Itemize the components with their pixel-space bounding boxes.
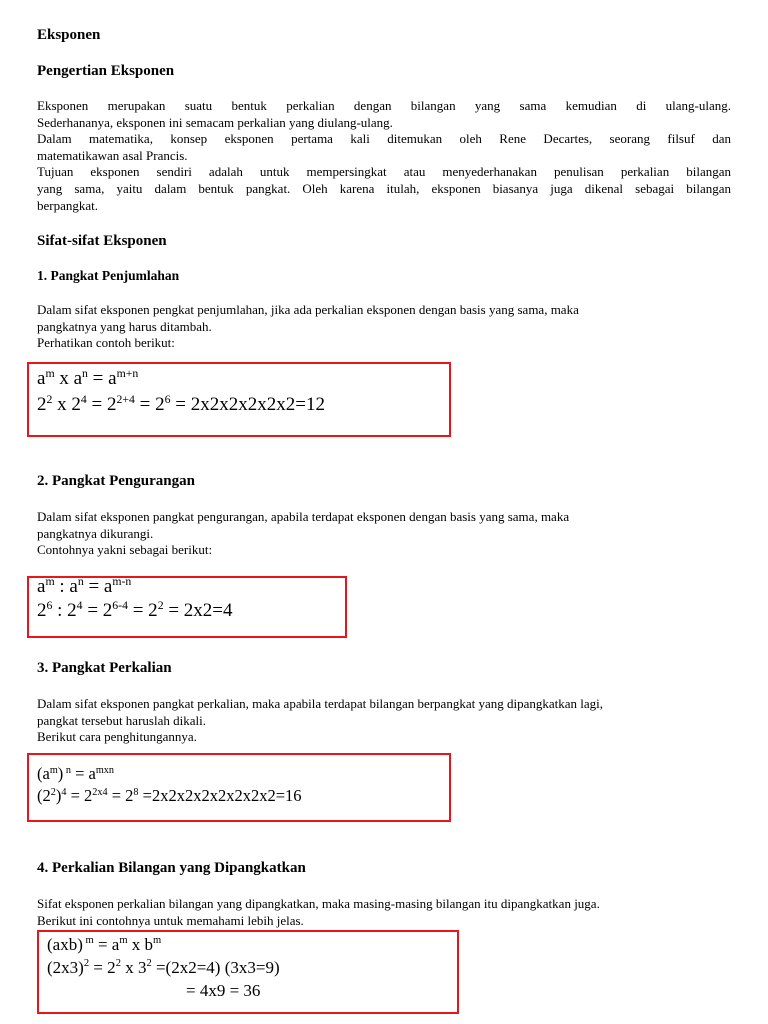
paragraph-rule-2	[37, 509, 731, 559]
paragraph-pengertian	[37, 98, 731, 214]
section-heading-pengertian: Pengertian Eksponen	[37, 63, 175, 79]
formula-general-2: $a^m$ : $a^n = a^{m-n}$	[37, 574, 132, 597]
paragraph-line: Dalam matematika, konsep eksponen pertama kali ditemukan oleh Rene Decartes, seorang filsuf dan	[37, 131, 731, 147]
paragraph-line: Eksponen merupakan suatu bentuk perkalian dengan bilangan yang sama kemudian di ulang-ulang.	[37, 98, 731, 113]
formula-example-1: $2^2$ x $2^4 = 2^{2+4} = 2^6 = 2x2x2x2x2x2=12$	[37, 392, 325, 415]
paragraph-line: Contohnya yakni sebagai berikut:	[37, 542, 213, 558]
paragraph-line: berpangkat.	[37, 197, 99, 213]
rule-heading-2: 2. Pangkat Pengurangan	[37, 473, 195, 489]
formula-general-3: $(a^m) ^n = a^{mxn}$	[37, 764, 115, 783]
document-title: Eksponen	[37, 27, 101, 43]
rule-heading-1: 1. Pangkat Penjumlahan	[37, 268, 180, 283]
formula-example-3: $(2^2)^4 = 2^{2x4} = 2^8 =2x2x2x2x2x2x2x2=16$	[37, 786, 302, 805]
paragraph-line: matematikawan asal Prancis.	[37, 147, 188, 163]
rule-heading-4: 4. Perkalian Bilangan yang Dipangkatkan	[37, 860, 306, 876]
formula-example-4: $(2x3)^2 = 2^2$ x $3^2 =(2x2=4)$ (3x3=9)	[47, 958, 280, 977]
paragraph-line: Dalam sifat eksponen pangkat pengurangan, apabila terdapat eksponen dengan basis yang sama, maka	[37, 509, 570, 524]
rule-heading-3: 3. Pangkat Perkalian	[37, 660, 172, 676]
paragraph-line: Berikut cara penghitungannya.	[37, 729, 197, 745]
paragraph-rule-1	[37, 302, 731, 352]
formula-result-4: = 4x9 = 36	[186, 981, 261, 1000]
paragraph-line: pangkatnya yang harus ditambah.	[37, 318, 212, 334]
section-heading-sifat: Sifat-sifat Eksponen	[37, 233, 167, 249]
paragraph-line: pangkatnya dikurangi.	[37, 525, 154, 541]
formula-general-1: $a^m$ x $a^n = a^{m+n}$	[37, 366, 139, 389]
paragraph-line: Berikut ini contohnya untuk memahami lebih jelas.	[37, 912, 304, 928]
formula-example-2: $2^6$ : $2^4 = 2^{6-4} = 2^2 = 2x2=4$	[37, 598, 233, 621]
paragraph-line: Dalam sifat eksponen pengkat penjumlahan, jika ada perkalian eksponen dengan basis yang sama, maka	[37, 302, 579, 317]
paragraph-line: Tujuan eksponen sendiri adalah untuk mempersingkat atau menyederhanakan penulisan perkalian bilangan	[37, 164, 731, 180]
paragraph-line: Dalam sifat eksponen pangkat perkalian, maka apabila terdapat bilangan berpangkat yang dipangkatkan lagi,	[37, 696, 604, 711]
paragraph-line: pangkat tersebut haruslah dikali.	[37, 712, 206, 728]
paragraph-rule-3	[37, 696, 731, 746]
paragraph-line: Sifat eksponen perkalian bilangan yang dipangkatkan, maka masing-masing bilangan itu dipangkatkan juga.	[37, 896, 600, 911]
formula-general-4: (axb) $^m = a^m$ x $b^m$	[47, 935, 162, 954]
paragraph-line: Perhatikan contoh berikut:	[37, 335, 175, 351]
paragraph-line: Sederhananya, eksponen ini semacam perkalian yang diulang-ulang.	[37, 114, 393, 130]
paragraph-rule-4	[37, 896, 731, 929]
paragraph-line: yang sama, yaitu dalam bentuk pangkat. Oleh karena itulah, eksponen biasanya juga dikenal sebagai bilangan	[37, 180, 731, 196]
